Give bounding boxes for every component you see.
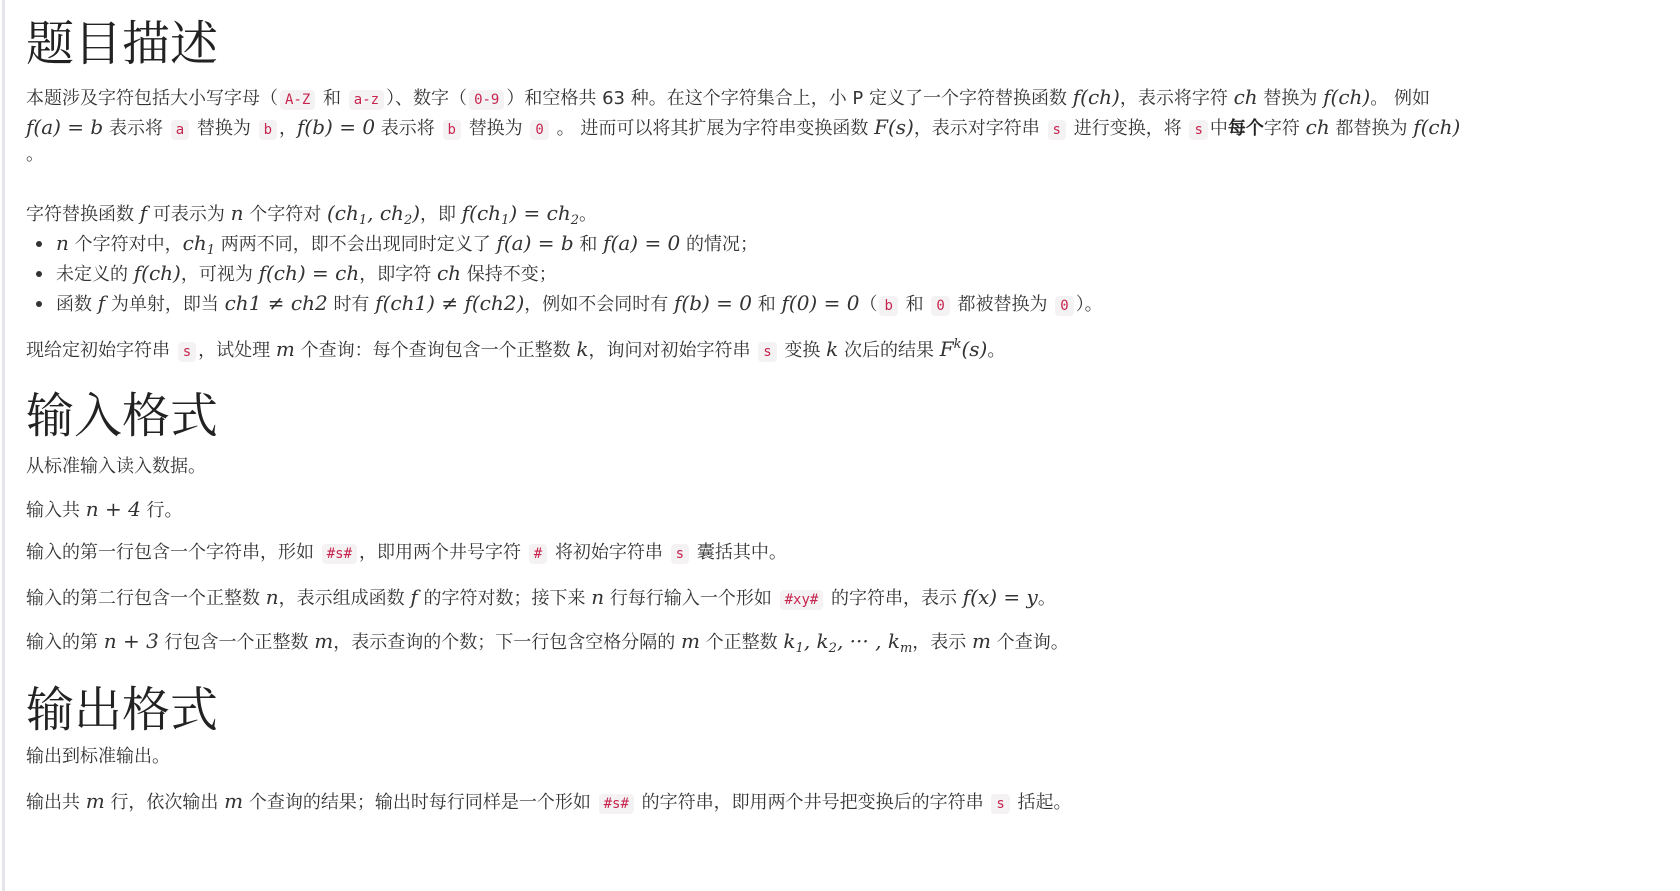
description-heading: 题目描述 [26, 16, 219, 72]
math-ch: ch [436, 261, 462, 285]
inline-code-s: s [178, 342, 196, 362]
inline-code-b: b [259, 120, 277, 140]
inline-code-b: b [443, 120, 461, 140]
description-paragraph-1-line-3: 。 [26, 144, 44, 165]
math-f-ch1-eq-ch2: $f(ch_1) = ch_2$ [461, 201, 579, 228]
inline-code-hash: # [529, 544, 547, 564]
inline-code-digits: 0-9 [469, 90, 504, 110]
math-f-x-eq-y: f(x) = y [962, 585, 1038, 609]
inline-code-0: 0 [931, 296, 949, 316]
math-m: m [275, 337, 295, 361]
math-ch: ch [1305, 115, 1330, 139]
math-f-a-eq-0: f(a) = 0 [603, 231, 681, 255]
inline-code-uppercase: A-Z [280, 90, 315, 110]
math-m: m [85, 789, 105, 813]
math-f-ch: f(ch) [1072, 85, 1120, 109]
math-n-plus-3: n + 3 [103, 629, 159, 653]
math-ch: ch [1233, 85, 1258, 109]
bullet-dot [36, 271, 42, 277]
math-ch1: $ch_1$ [182, 231, 215, 258]
input-line-1: 从标准输入读入数据。 [26, 456, 206, 477]
description-paragraph-1-line-1: 本题涉及字符包括大小写字母（ A-Z 和 a-z ）、数字（ 0-9 ）和空格共 63 种。在这个字符集合上，小 P 定义了一个字符替换函数 f(ch)，表示将字符 ch 替换为 f(ch)。 例如 [26, 85, 1430, 109]
math-m: m [314, 629, 334, 653]
math-f-a-eq-b: f(a) = b [26, 115, 104, 139]
description-paragraph-3: 现给定初始字符串 s ，试处理 m 个查询：每个查询包含一个正整数 k，询问对初始字符串 s 变换 k 次后的结果 $F^k(s)$。 [26, 337, 1006, 361]
math-f-b-eq-0: f(b) = 0 [297, 115, 376, 139]
math-n: n [56, 231, 69, 255]
description-paragraph-1-line-2: f(a) = b 表示将 a 替换为 b ，f(b) = 0 表示将 b 替换为 0 。 进而可以将其扩展为字符串变换函数 F(s)，表示对字符串 s 进行变换，将 s 中每个字符 ch 都替换为 f(ch) [26, 115, 1461, 139]
math-f-ch: f(ch) [1413, 115, 1461, 139]
math-k-sequence: $k_1$, $k_2$, ··· , $k_m$ [783, 629, 913, 656]
inline-code-0: 0 [530, 120, 548, 140]
inline-code-hash-s-hash: #s# [322, 544, 357, 564]
math-m: m [680, 629, 700, 653]
math-n: n [591, 585, 605, 609]
math-n-plus-4: n + 4 [85, 497, 141, 521]
input-line-3: 输入的第一行包含一个字符串，形如 #s# ，即用两个井号字符 # 将初始字符串 s 囊括其中。 [26, 542, 787, 563]
math-ch1-neq-ch2: ch1 ≠ ch2 [224, 291, 328, 315]
output-line-1: 输出到标准输出。 [26, 746, 170, 767]
inline-code-hash-s-hash: #s# [599, 794, 634, 814]
input-line-5: 输入的第 n + 3 行包含一个正整数 m，表示查询的个数；下一行包含空格分隔的 m 个正整数 $k_1$, $k_2$, ··· , $k_m$，表示 m 个查询。 [26, 629, 1069, 656]
input-format-heading: 输入格式 [26, 388, 219, 444]
bullet-item-2: 未定义的 f(ch)，可视为 f(ch) = ch，即字符 ch 保持不变； [56, 258, 557, 290]
bullet-item-1: n 个字符对中，$ch_1$ 两两不同，即不会出现同时定义了 f(a) = b 和 f(a) = 0 的情况； [56, 228, 758, 260]
bold-each: 每个 [1227, 118, 1264, 139]
math-m: m [224, 789, 244, 813]
math-f: f [97, 291, 106, 315]
math-f-0-eq-0: f(0) = 0 [781, 291, 860, 315]
left-border-rule [2, 0, 5, 891]
math-k: k [826, 337, 839, 361]
math-char-pair: ($ch_1$, $ch_2$) [326, 201, 421, 228]
input-line-4: 输入的第二行包含一个正整数 n，表示组成函数 f 的字符对数；接下来 n 行每行输入一个形如 #xy# 的字符串，表示 f(x) = y。 [26, 585, 1056, 609]
input-line-2: 输入共 n + 4 行。 [26, 497, 183, 521]
math-m: m [972, 629, 991, 653]
description-paragraph-2: 字符替换函数 f 可表示为 n 个字符对 ($ch_1$, $ch_2$)，即 $f(ch_1) = ch_2$。 [26, 201, 597, 228]
math-f: f [410, 585, 418, 609]
bullet-item-3: 函数 f 为单射，即当 ch1 ≠ ch2 时有 f(ch1) ≠ f(ch2)，例如不会同时有 f(b) = 0 和 f(0) = 0（ b 和 0 都被替换为 0 ）。 [56, 288, 1103, 321]
inline-code-a: a [171, 120, 189, 140]
math-f-ch: f(ch) [133, 261, 181, 285]
bullet-dot [36, 301, 42, 307]
math-f-ch-eq-ch: f(ch) = ch [258, 261, 360, 285]
inline-code-s: s [1189, 120, 1207, 140]
bullet-dot [36, 241, 42, 247]
math-f: f [139, 201, 148, 225]
math-f-b-eq-0: f(b) = 0 [674, 291, 753, 315]
inline-code-0: 0 [1055, 296, 1073, 316]
output-line-2: 输出共 m 行，依次输出 m 个查询的结果；输出时每行同样是一个形如 #s# 的字符串，即用两个井号把变换后的字符串 s 括起。 [26, 789, 1072, 813]
inline-code-s: s [758, 342, 776, 362]
math-f-ch: f(ch) [1323, 85, 1371, 109]
inline-code-s: s [671, 544, 689, 564]
inline-code-s: s [1048, 120, 1066, 140]
inline-code-b: b [879, 296, 897, 316]
inline-code-hash-xy-hash: #xy# [780, 590, 824, 610]
inline-code-s: s [991, 794, 1009, 814]
math-f-ch1-neq-f-ch2: f(ch1) ≠ f(ch2) [375, 291, 525, 315]
math-k: k [576, 337, 589, 361]
math-n: n [230, 201, 244, 225]
math-F-s: F(s) [874, 115, 914, 139]
math-n: n [265, 585, 279, 609]
inline-code-lowercase: a-z [349, 90, 384, 110]
math-F-k-s: $F^k(s)$ [939, 337, 988, 361]
output-format-heading: 输出格式 [26, 682, 219, 738]
math-f-a-eq-b: f(a) = b [496, 231, 574, 255]
